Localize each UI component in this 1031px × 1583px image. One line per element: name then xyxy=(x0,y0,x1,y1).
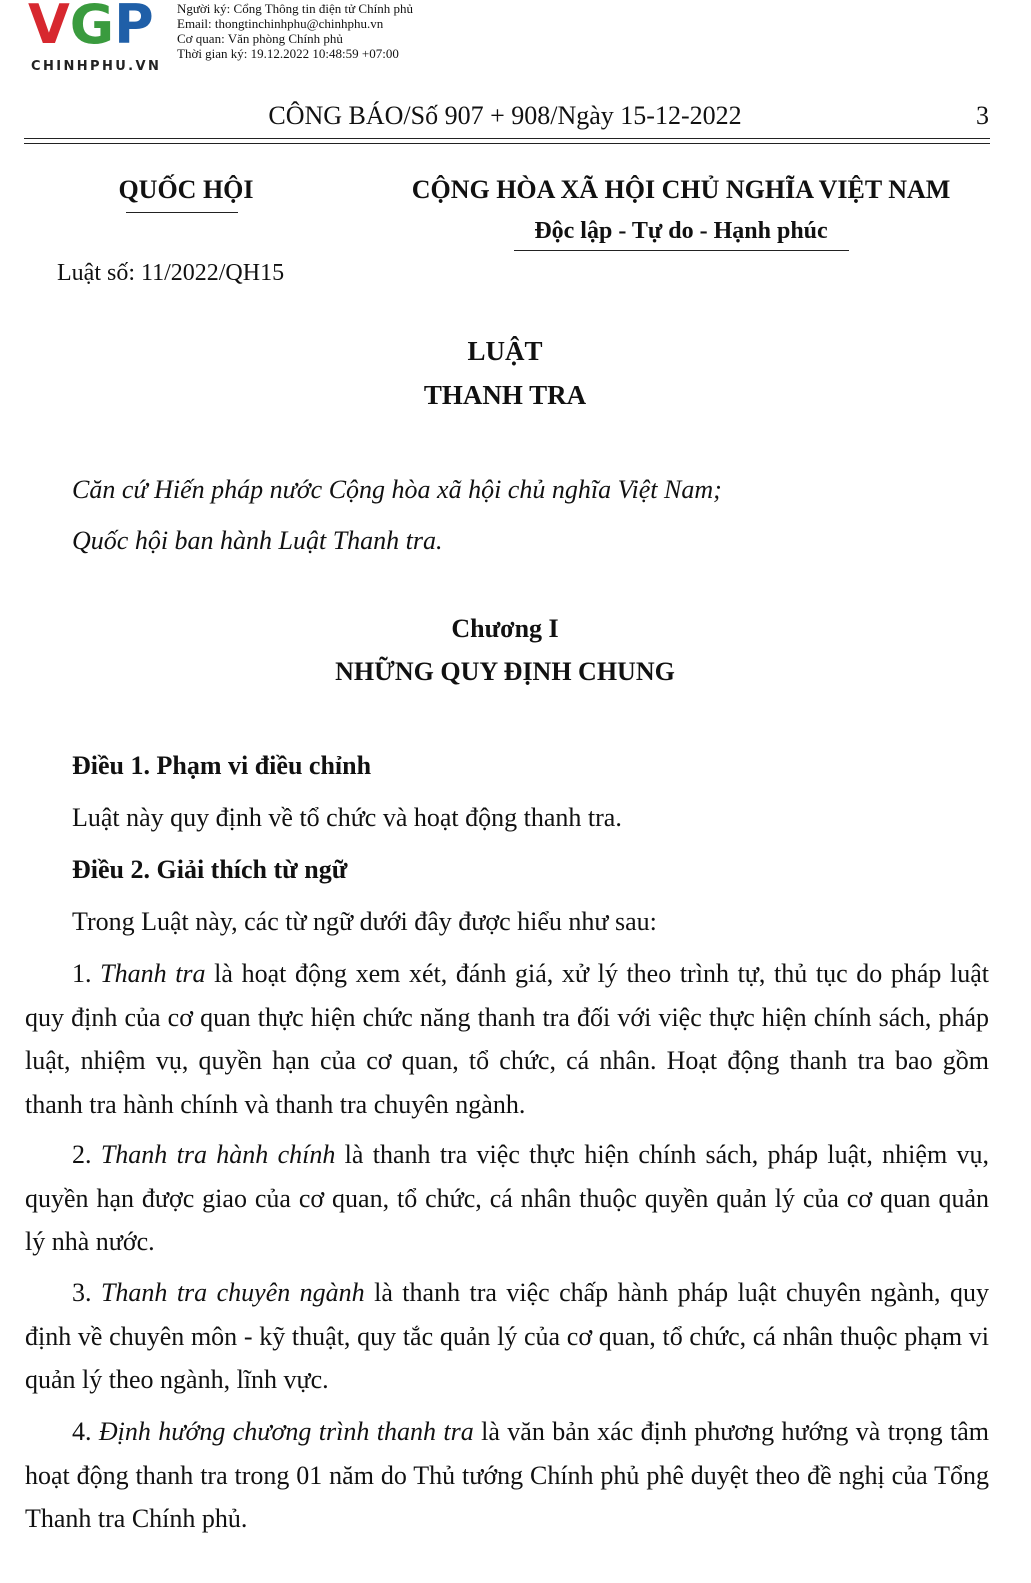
digital-signature xyxy=(177,1,413,61)
definition-text: là văn bản xác định phương hướng và trọng tâm hoạt động thanh tra trong 01 năm do Thủ tướng Chính phủ phê duyệt theo đề nghị của Tổng Thanh tra Chính phủ. xyxy=(25,1417,989,1533)
item-number: 2. xyxy=(72,1140,101,1169)
signature-email: Email: thongtinchinhphu@chinhphu.vn xyxy=(177,16,384,31)
signature-time: Thời gian ký: 19.12.2022 10:48:59 +07:00 xyxy=(177,46,399,61)
definition-item xyxy=(25,952,989,1126)
chapter-name: NHỮNG QUY ĐỊNH CHUNG xyxy=(335,657,675,686)
definition-item xyxy=(25,1410,989,1541)
logo-letters xyxy=(28,0,154,58)
defined-term: Thanh tra hành chính xyxy=(100,1140,336,1169)
motto-underline xyxy=(514,250,849,251)
definition-text: là thanh tra việc chấp hành pháp luật chuyên ngành, quy định về chuyên môn - kỹ thuật, quy tắc quản lý của cơ quan, tổ chức, cá nhân thuộc phạm vi quản lý theo ngành, lĩnh vực. xyxy=(25,1278,989,1394)
law-number: Luật số: 11/2022/QH15 xyxy=(57,260,285,286)
article-1-heading: Điều 1. Phạm vi điều chỉnh xyxy=(72,751,372,780)
definition-text: là hoạt động xem xét, đánh giá, xử lý theo trình tự, thủ tục do pháp luật quy định của cơ quan thực hiện chức năng thanh tra đối với việc thực hiện chính sách, pháp luật, nhiệm vụ, quyền hạn của cơ quan, tổ chức, cá nhân. Hoạt động thanh tra bao gồm thanh tra hành chính và thanh tra chuyên ngành. xyxy=(25,959,990,1119)
header-rule-thin xyxy=(24,143,990,144)
signature-agency: Cơ quan: Văn phòng Chính phủ xyxy=(177,31,343,46)
preamble-enactment: Quốc hội ban hành Luật Thanh tra. xyxy=(72,526,443,555)
definition-item xyxy=(25,1271,989,1402)
vgp-logo xyxy=(28,2,176,74)
defined-term: Định hướng chương trình thanh tra xyxy=(98,1417,474,1446)
item-number: 3. xyxy=(72,1278,101,1307)
article-2-intro: Trong Luật này, các từ ngữ dưới đây được hiểu như sau: xyxy=(72,907,657,936)
definition-text: là thanh tra việc thực hiện chính sách, pháp luật, nhiệm vụ, quyền hạn được giao của cơ quan, tổ chức, cá nhân thuộc quyền quản lý của cơ quan quản lý nhà nước. xyxy=(25,1140,989,1256)
article-2-heading: Điều 2. Giải thích từ ngữ xyxy=(72,855,348,884)
signature-signer: Người ký: Cổng Thông tin điện tử Chính phủ xyxy=(177,1,413,16)
defined-term: Thanh tra xyxy=(100,959,206,988)
page-number: 3 xyxy=(976,101,989,130)
defined-term: Thanh tra chuyên ngành xyxy=(100,1278,365,1307)
logo-letter-v: V xyxy=(28,0,70,56)
preamble-basis: Căn cứ Hiến pháp nước Cộng hòa xã hội chủ nghĩa Việt Nam; xyxy=(72,475,722,504)
gazette-title: CÔNG BÁO/Số 907 + 908/Ngày 15-12-2022 xyxy=(268,101,742,130)
definition-item xyxy=(25,1133,989,1264)
chapter-number: Chương I xyxy=(451,614,559,643)
header-rule xyxy=(24,138,990,139)
country-name: CỘNG HÒA XÃ HỘI CHỦ NGHĨA VIỆT NAM xyxy=(411,175,951,204)
document-type: LUẬT xyxy=(467,336,543,366)
item-number: 1. xyxy=(72,959,101,988)
issuer-underline xyxy=(126,212,238,213)
logo-letter-g: G xyxy=(69,0,115,56)
national-motto: Độc lập - Tự do - Hạnh phúc xyxy=(534,218,828,244)
item-number: 4. xyxy=(72,1417,99,1446)
issuer: QUỐC HỘI xyxy=(118,175,254,204)
article-1-text: Luật này quy định về tổ chức và hoạt động thanh tra. xyxy=(72,803,622,832)
logo-domain: CHINHPHU.VN xyxy=(31,59,162,74)
document-name: THANH TRA xyxy=(423,380,587,410)
logo-letter-p: P xyxy=(114,0,154,56)
